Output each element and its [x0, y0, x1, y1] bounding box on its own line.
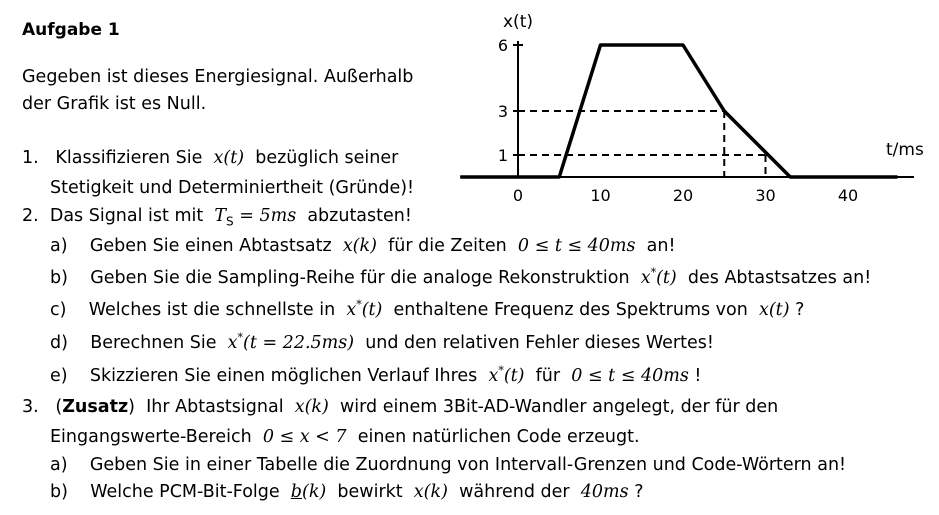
question-text: ? — [634, 482, 644, 502]
question-text: Geben Sie einen Abtastsatz — [89, 236, 332, 256]
question-text: Welche PCM-Bit-Folge — [90, 482, 280, 502]
math-x-k: x(k) — [413, 482, 448, 502]
x-axis-label: t/ms — [886, 140, 924, 160]
question-text: Welches ist die schnellste in — [88, 300, 336, 320]
subquestion-label: d) — [50, 333, 68, 353]
math-x-star: x*(t = 22.5ms) — [227, 331, 355, 353]
math-x-star: x*(t) — [640, 266, 677, 288]
signal-chart — [440, 0, 939, 215]
question-text: wird einem 3Bit-AD-Wandler angelegt, der für den — [339, 397, 779, 417]
question-number: 3. — [22, 397, 39, 417]
math-x-star: x*(t) — [488, 364, 525, 386]
math-range: 0 ≤ x < 7 — [262, 427, 347, 447]
question-text: während der — [459, 482, 570, 502]
y-tick-label-1: 1 — [497, 146, 508, 165]
x-tick-label-20: 20 — [672, 186, 694, 205]
question-text: bezüglich seiner — [255, 148, 399, 168]
intro-line-1: Gegeben ist dieses Energiesignal. Außerhalb — [22, 67, 414, 87]
math-ts: T — [214, 206, 227, 226]
question-text: Geben Sie die Sampling-Reihe für die analoge Rekonstruktion — [90, 268, 630, 288]
x-tick-label-0: 0 — [512, 186, 524, 205]
subquestion-label: b) — [50, 482, 68, 502]
question-1-line-2: Stetigkeit und Determiniertheit (Gründe)! — [50, 178, 415, 198]
question-2b — [50, 268, 871, 288]
question-3-line-2 — [50, 427, 640, 447]
question-text: Ihr Abtastsignal — [146, 397, 284, 417]
math-x-k: x(k) — [342, 236, 377, 256]
y-tick-label-3: 3 — [497, 102, 508, 121]
question-text: für — [535, 366, 561, 386]
question-text: und den relativen Fehler dieses Wertes! — [365, 333, 714, 353]
question-text: Das Signal ist mit — [49, 206, 204, 226]
y-tick-label-6: 6 — [497, 36, 508, 55]
subquestion-label: a) — [50, 236, 68, 256]
question-text: einen natürlichen Code erzeugt. — [357, 427, 640, 447]
question-text: ? — [795, 300, 805, 320]
task-title: Aufgabe 1 — [22, 20, 120, 40]
question-3: 3. (Zusatz) Ihr Abtastsignal x(k) wird einem 3Bit-AD-Wandler angelegt, der für den — [22, 397, 779, 417]
math-ts-sub: S — [226, 214, 234, 229]
question-text: bewirkt — [337, 482, 403, 502]
math-x-t: x(t) — [213, 148, 245, 168]
question-text: Berechnen Sie — [90, 333, 217, 353]
question-text: ! — [694, 366, 702, 386]
math-x-star: x*(t) — [346, 298, 383, 320]
question-3a — [50, 455, 846, 475]
subquestion-label: c) — [50, 300, 67, 320]
math-range: 0 ≤ t ≤ 40ms — [571, 366, 689, 386]
question-text: Klassifizieren Sie — [55, 148, 203, 168]
math-x-t: x(t) — [758, 300, 790, 320]
math-range: 0 ≤ t ≤ 40ms — [517, 236, 636, 256]
question-number: 1. — [22, 148, 39, 168]
question-text: Eingangswerte-Bereich — [50, 427, 252, 447]
x-tick-label-30: 30 — [755, 186, 776, 205]
subquestion-label: e) — [50, 366, 68, 386]
math-b-k: b(k) — [290, 482, 327, 502]
question-text: enthaltene Frequenz des Spektrums von — [393, 300, 748, 320]
zusatz-label: Zusatz — [62, 397, 129, 417]
question-2d — [50, 333, 714, 353]
y-axis-label: x(t) — [503, 12, 533, 32]
question-text: des Abtastsatzes an! — [687, 268, 872, 288]
x-tick-label-40: 40 — [837, 186, 859, 205]
intro-line-2: der Grafik ist es Null. — [22, 94, 207, 114]
question-text: für die Zeiten — [388, 236, 507, 256]
question-number: 2. — [22, 206, 39, 226]
question-1 — [22, 148, 398, 168]
question-text: an! — [646, 236, 676, 256]
x-tick-label-10: 10 — [590, 186, 611, 205]
math-x-k: x(k) — [294, 397, 329, 417]
question-2a — [50, 236, 675, 256]
question-2 — [22, 206, 412, 229]
math-duration: 40ms — [580, 482, 629, 502]
question-3b — [50, 482, 643, 502]
subquestion-label: a) — [50, 455, 68, 475]
question-2c — [50, 300, 804, 320]
math-ts-value: = 5ms — [239, 206, 297, 226]
question-2e — [50, 366, 701, 386]
question-text: abzutasten! — [307, 206, 412, 226]
subquestion-label: b) — [50, 268, 68, 288]
question-text: Geben Sie in einer Tabelle die Zuordnung von Intervall-Grenzen und Code-Wörtern an! — [89, 455, 847, 475]
question-text: Skizzieren Sie einen möglichen Verlauf Ihres — [89, 366, 478, 386]
